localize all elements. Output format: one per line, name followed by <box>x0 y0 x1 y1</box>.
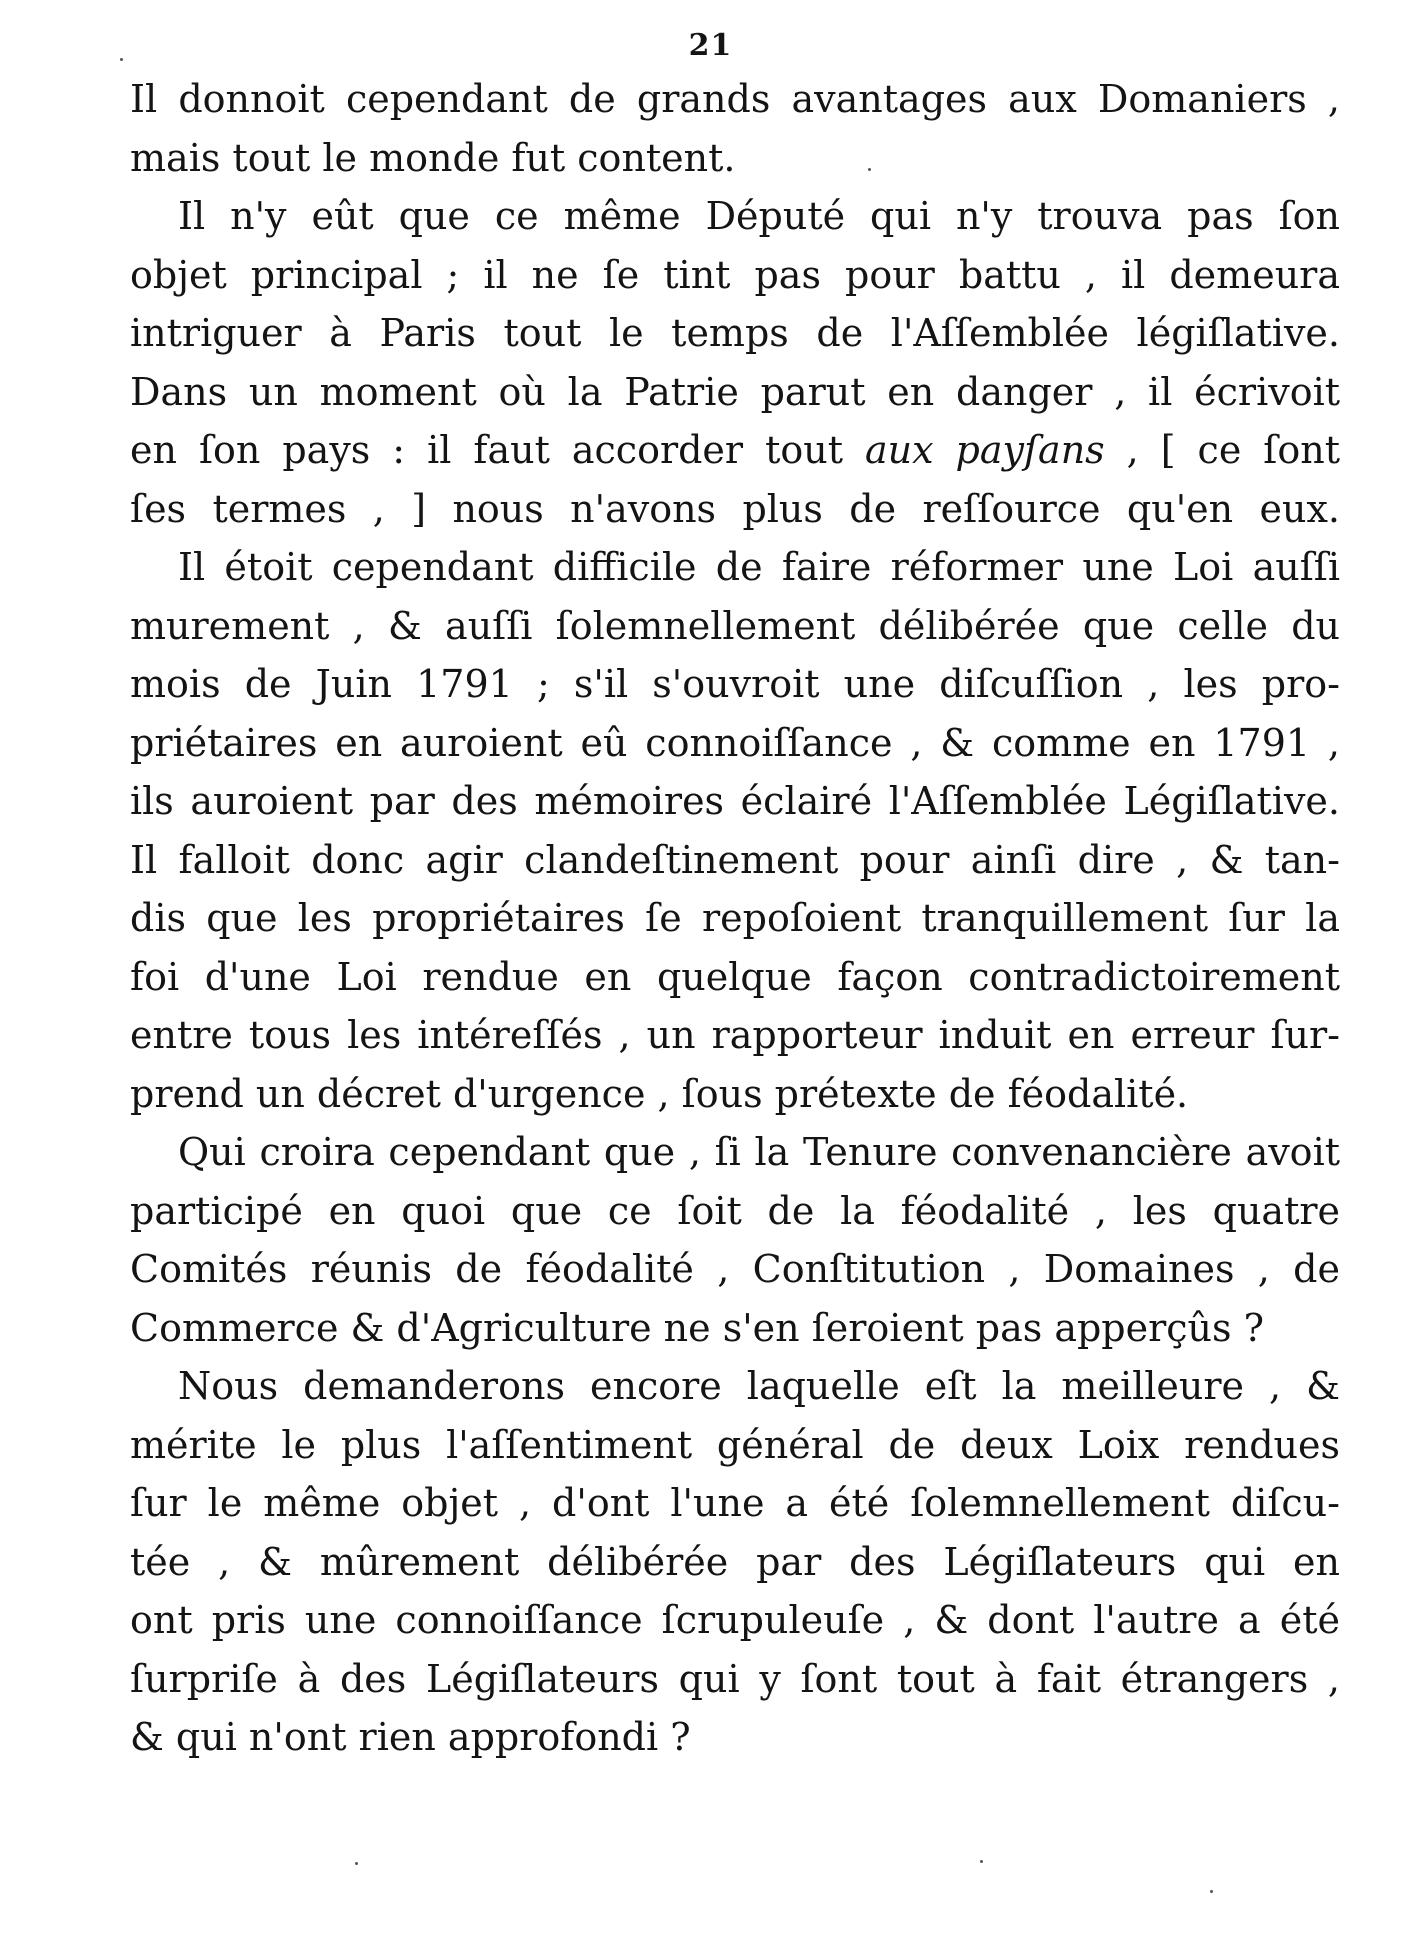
paragraph-2 <box>130 187 1340 538</box>
text-line: Il étoit cependant difficile de faire réformer une Loi auſſi <box>178 545 1340 589</box>
text-line: participé en quoi que ce ſoit de la féodalité , les quatre <box>130 1188 1340 1233</box>
text-line: Qui croira cependant que , ſi la Tenure convenancière avoit <box>178 1130 1340 1174</box>
text-line: tée , & mûrement délibérée par des Légiſlateurs qui en <box>130 1539 1340 1584</box>
text-line: ſes termes , ] nous n'avons plus de reſſource qu'en eux. <box>130 486 1340 531</box>
italic-phrase: aux payſans <box>864 428 1105 472</box>
text-line: Dans un moment où la Patrie parut en danger , il écrivoit <box>130 369 1340 414</box>
text-line: entre tous les intéreſſés , un rapporteur induit en erreur ſur- <box>130 1013 1340 1057</box>
scan-speck <box>1210 1890 1213 1893</box>
text-line: objet principal ; il ne ſe tint pas pour battu , il demeura <box>130 252 1340 297</box>
text-line: Il donnoit cependant de grands avantages aux Domaniers , <box>130 77 1340 121</box>
text-line: priétaires en auroient eû connoiſſance , & comme en 1791 , <box>130 720 1340 765</box>
text-line: foi d'une Loi rendue en quelque façon contradictoirement <box>130 954 1340 999</box>
paragraph-1 <box>130 70 1340 187</box>
text-line: ont pris une connoiſſance ſcrupuleuſe , & dont l'autre a été <box>130 1598 1340 1642</box>
scan-speck <box>120 58 123 61</box>
scan-speck <box>980 1860 983 1863</box>
text-line: murement , & auſſi ſolemnellement délibérée que celle du <box>130 603 1340 648</box>
text-line: ſur le même objet , d'ont l'une a été ſolemnellement diſcu- <box>130 1481 1340 1525</box>
page-number: 21 <box>688 28 733 63</box>
text-line: dis que les propriétaires ſe repoſoient tranquillement ſur la <box>130 896 1340 940</box>
paragraph-5 <box>130 1357 1340 1767</box>
text-line-with-italic: en ſon pays : il faut accorder tout aux payſans , [ ce ſont <box>130 428 1340 472</box>
paragraph-3 <box>130 538 1340 1123</box>
text-line: Nous demanderons encore laquelle eſt la meilleure , & <box>178 1364 1340 1408</box>
text-line: prend un décret d'urgence , ſous prétexte de féodalité. <box>130 1071 1189 1116</box>
text-line: ils auroient par des mémoires éclairé l'Aſſemblée Légiſlative. <box>130 779 1340 823</box>
text-line: intriguer à Paris tout le temps de l'Aſſemblée légiſlative. <box>130 311 1340 355</box>
text-line: Il falloit donc agir clandeſtinement pour ainſi dire , & tan- <box>130 837 1340 882</box>
scan-speck <box>868 168 871 171</box>
text-line: & qui n'ont rien approfondi ? <box>130 1715 691 1759</box>
paragraph-4 <box>130 1123 1340 1357</box>
text-line: mérite le plus l'aſſentiment général de deux Loix rendues <box>130 1422 1340 1467</box>
text-line: Il n'y eût que ce même Député qui n'y trouva pas ſon <box>178 194 1340 238</box>
text-line: ſurpriſe à des Légiſlateurs qui y ſont tout à fait étrangers , <box>130 1656 1340 1701</box>
text-line: Commerce & d'Agriculture ne s'en ſeroient pas apperçûs ? <box>130 1305 1264 1350</box>
body-text <box>130 70 1340 1767</box>
text-line: Comités réunis de féodalité , Conſtitution , Domaines , de <box>130 1247 1340 1291</box>
text-line: mois de Juin 1791 ; s'il s'ouvroit une diſcuſſion , les pro- <box>130 662 1340 706</box>
text-line: mais tout le monde fut content. <box>130 135 736 180</box>
scan-speck <box>355 1862 358 1865</box>
